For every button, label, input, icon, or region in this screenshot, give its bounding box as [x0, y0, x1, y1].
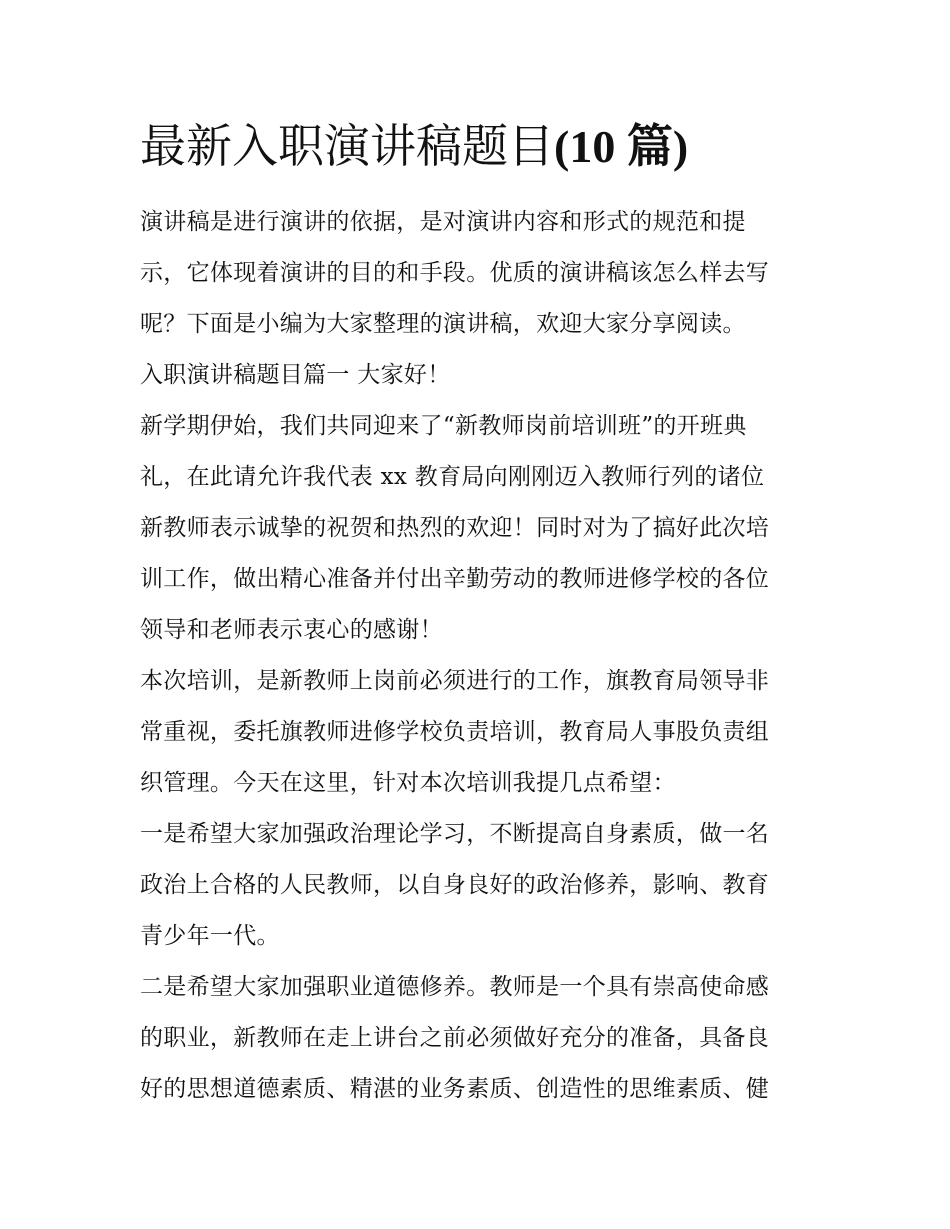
text-line: 礼，在此请允许我代表 xx 教育局向刚刚迈入教师行列的诸位 [140, 464, 765, 490]
text-line: 呢？下面是小编为大家整理的演讲稿，欢迎大家分享阅读。 [140, 311, 746, 337]
text-line: 织管理。今天在这里，针对本次培训我提几点希望： [140, 770, 676, 796]
text-line: 领导和老师表示衷心的感谢！ [140, 617, 443, 643]
text-line: 青少年一代。 [140, 923, 280, 949]
text-line: 训工作，做出精心准备并付出辛勤劳动的教师进修学校的各位 [140, 566, 770, 592]
text-line: 本次培训，是新教师上岗前必须进行的工作，旗教育局领导非 [140, 668, 770, 694]
text-line: 新学期伊始，我们共同迎来了“新教师岗前培训班”的开班典 [140, 413, 747, 439]
title-text: 最新入职演讲稿题目 [140, 119, 554, 173]
title-count: (10 篇) [554, 121, 689, 172]
text-line: 入职演讲稿题目篇一 大家好！ [140, 362, 451, 388]
text-line: 二是希望大家加强职业道德修养。教师是一个具有崇高使命感 [140, 974, 770, 1000]
text-line: 新教师表示诚挚的祝贺和热烈的欢迎！同时对为了搞好此次培 [140, 515, 770, 541]
document-body [140, 197, 820, 1115]
document-title [140, 116, 840, 177]
text-line: 好的思想道德素质、精湛的业务素质、创造性的思维素质、健 [140, 1076, 770, 1102]
text-line: 示，它体现着演讲的目的和手段。优质的演讲稿该怎么样去写 [140, 260, 770, 286]
text-line: 的职业，新教师在走上讲台之前必须做好充分的准备，具备良 [140, 1025, 770, 1051]
text-line: 常重视，委托旗教师进修学校负责培训，教育局人事股负责组 [140, 719, 770, 745]
text-line: 演讲稿是进行演讲的依据，是对演讲内容和形式的规范和提 [140, 209, 746, 235]
text-line: 政治上合格的人民教师，以自身良好的政治修养，影响、教育 [140, 872, 770, 898]
text-line: 一是希望大家加强政治理论学习，不断提高自身素质，做一名 [140, 821, 770, 847]
